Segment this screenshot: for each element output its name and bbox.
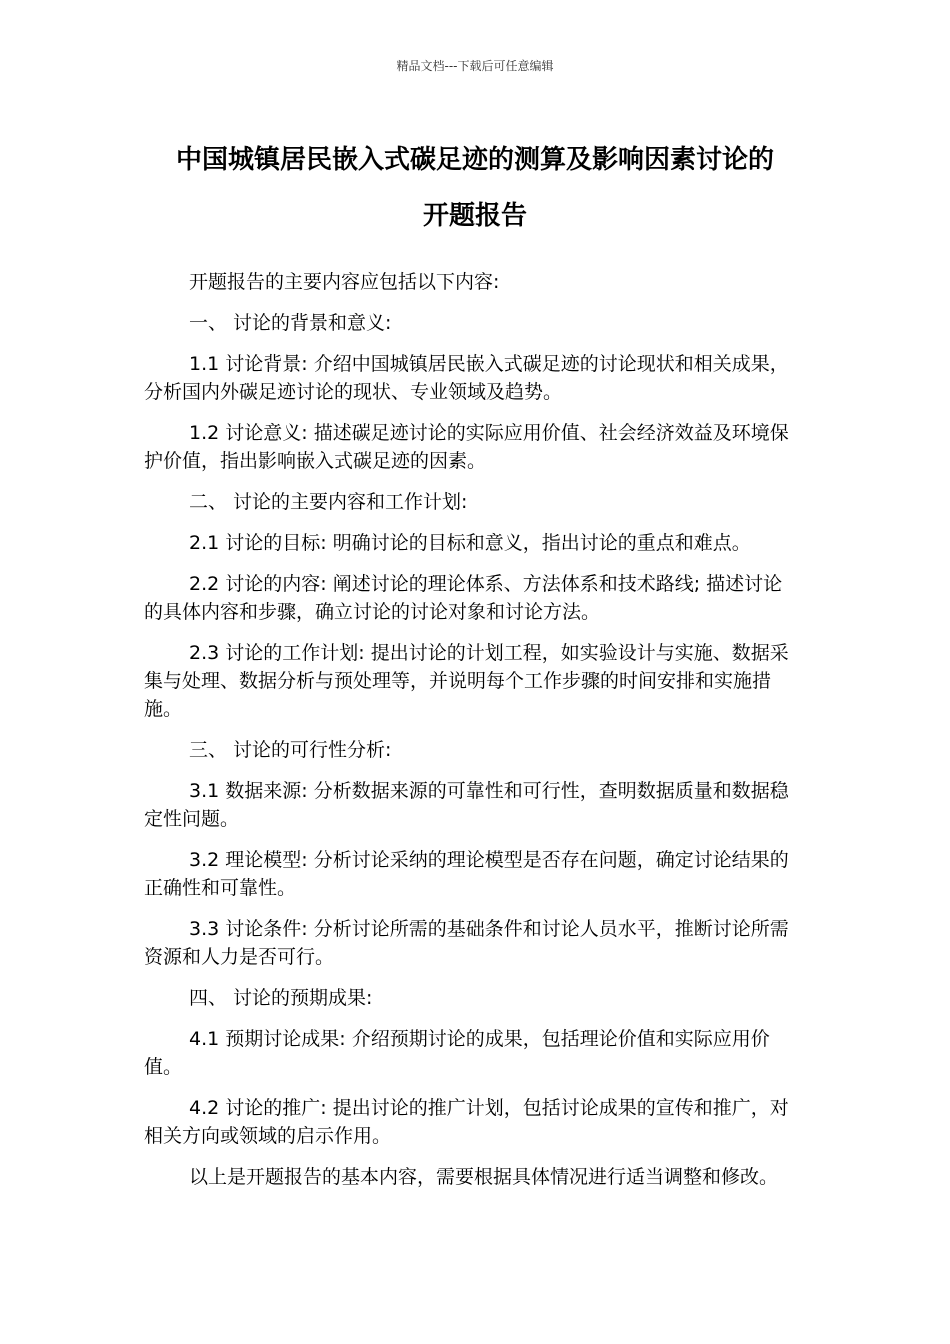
paragraph-3-3: 3.3 讨论条件: 分析讨论所需的基础条件和讨论人员水平，推断讨论所需资源和人力是否可行。: [144, 918, 789, 968]
document-body: [144, 268, 794, 1204]
paragraph-1-2: 1.2 讨论意义: 描述碳足迹讨论的实际应用价值、社会经济效益及环境保护价值，指出影响嵌入式碳足迹的因素。: [144, 422, 789, 472]
section-heading-2: 二、 讨论的主要内容和工作计划:: [189, 491, 468, 513]
paragraph-4-1: 4.1 预期讨论成果: 介绍预期讨论的成果，包括理论价值和实际应用价值。: [144, 1028, 770, 1078]
section-heading-1: 一、 讨论的背景和意义:: [189, 312, 392, 334]
paragraph-1-1: 1.1 讨论背景: 介绍中国城镇居民嵌入式碳足迹的讨论现状和相关成果，分析国内外碳足迹讨论的现状、专业领域及趋势。: [144, 353, 789, 403]
paragraph-3-2: 3.2 理论模型: 分析讨论采纳的理论模型是否存在问题，确定讨论结果的正确性和可靠性。: [144, 849, 789, 899]
title-line-2: 开题报告: [422, 201, 527, 231]
paragraph-conclusion: 以上是开题报告的基本内容，需要根据具体情况进行适当调整和修改。: [189, 1166, 779, 1188]
paragraph-3-1: 3.1 数据来源: 分析数据来源的可靠性和可行性，查明数据质量和数据稳定性问题。: [144, 780, 789, 830]
section-heading-4: 四、 讨论的预期成果:: [189, 987, 373, 1009]
section-heading-3: 三、 讨论的可行性分析:: [189, 739, 392, 761]
paragraph-2-2: 2.2 讨论的内容: 阐述讨论的理论体系、方法体系和技术路线; 描述讨论的具体内容和步骤，确立讨论的讨论对象和讨论方法。: [144, 573, 783, 623]
paragraph-4-2: 4.2 讨论的推广: 提出讨论的推广计划，包括讨论成果的宣传和推广，对相关方向或领域的启示作用。: [144, 1097, 789, 1147]
paragraph-2-3: 2.3 讨论的工作计划: 提出讨论的计划工程，如实验设计与实施、数据采集与处理、数据分析与预处理等，并说明每个工作步骤的时间安排和实施措施。: [144, 642, 789, 720]
header-note: 精品文档---下载后可任意编辑: [396, 59, 554, 73]
document-title: [140, 132, 810, 244]
title-line-1: 中国城镇居民嵌入式碳足迹的测算及影响因素讨论的: [175, 145, 774, 175]
paragraph-2-1: 2.1 讨论的目标: 明确讨论的目标和意义，指出讨论的重点和难点。: [189, 532, 751, 554]
paragraph-intro: 开题报告的主要内容应包括以下内容:: [189, 271, 500, 293]
